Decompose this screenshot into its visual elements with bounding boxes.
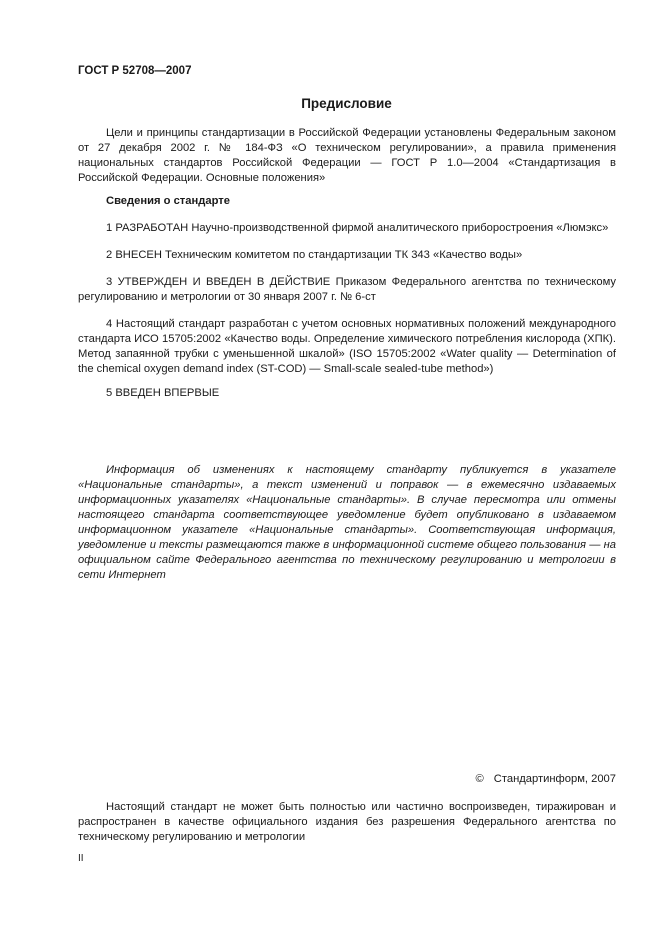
changes-notice: Информация об изменениях к настоящему стандарту публикуется в указателе «Национальные стандарты», а текст изменений и поправок — в ежемесячно издаваемых информационных указателях «Национальные стандарты». В случае пересмотра или отмены настоящего стандарта соответствующее уведомление будет опубликовано в издаваемом информационном указателе «Национальные стандарты». Соответствующая информация, уведомление и тексты размещаются также в информационной системе общего пользования — на официальном сайте Федерального агентства по техническому регулированию и метрологии в сети Интернет <box>78 464 616 581</box>
intro-paragraph: Цели и принципы стандартизации в Российской Федерации установлены Федеральным законом от 27 декабря 2002 г. № 184-ФЗ «О техническом регулировании», а правила применения национальных стандартов Российской Федерации — ГОСТ Р 1.0—2004 «Стандартизация в Российской Федерации. Основные положения» <box>78 127 616 184</box>
document-header: ГОСТ Р 52708—2007 <box>78 65 192 77</box>
page-number: II <box>78 853 84 864</box>
copyright-text: Стандартинформ, 2007 <box>493 773 616 785</box>
standard-info-heading: Сведения о стандарте <box>106 195 230 207</box>
info-item-4: 4 Настоящий стандарт разработан с учетом основных нормативных положений международного стандарта ИСО 15705:2002 «Качество воды. Определение химического потребления кислорода (ХПК). Метод запаянной трубки с уменьшенной шкалой» (ISO 15705:2002 «Water quality — Determination of the chemical oxygen demand index (ST-COD) — Small-scale sealed-tube method») <box>78 318 616 375</box>
info-item-3: 3 УТВЕРЖДЕН И ВВЕДЕН В ДЕЙСТВИЕ Приказом Федерального агентства по техническому регулированию и метрологии от 30 января 2007 г. № 6-ст <box>78 276 616 303</box>
info-item-1: 1 РАЗРАБОТАН Научно-производственной фирмой аналитического приборостроения «Люмэкс» <box>106 222 609 234</box>
info-item-2: 2 ВНЕСЕН Техническим комитетом по стандартизации ТК 343 «Качество воды» <box>106 249 523 261</box>
reproduction-notice: Настоящий стандарт не может быть полностью или частично воспроизведен, тиражирован и распространен в качестве официального издания без разрешения Федерального агентства по техническому регулированию и метрологии <box>78 801 616 843</box>
copyright-symbol: © <box>475 773 484 785</box>
copyright-line <box>476 772 616 787</box>
info-item-5: 5 ВВЕДЕН ВПЕРВЫЕ <box>106 387 220 399</box>
page-title: Предисловие <box>301 96 392 111</box>
